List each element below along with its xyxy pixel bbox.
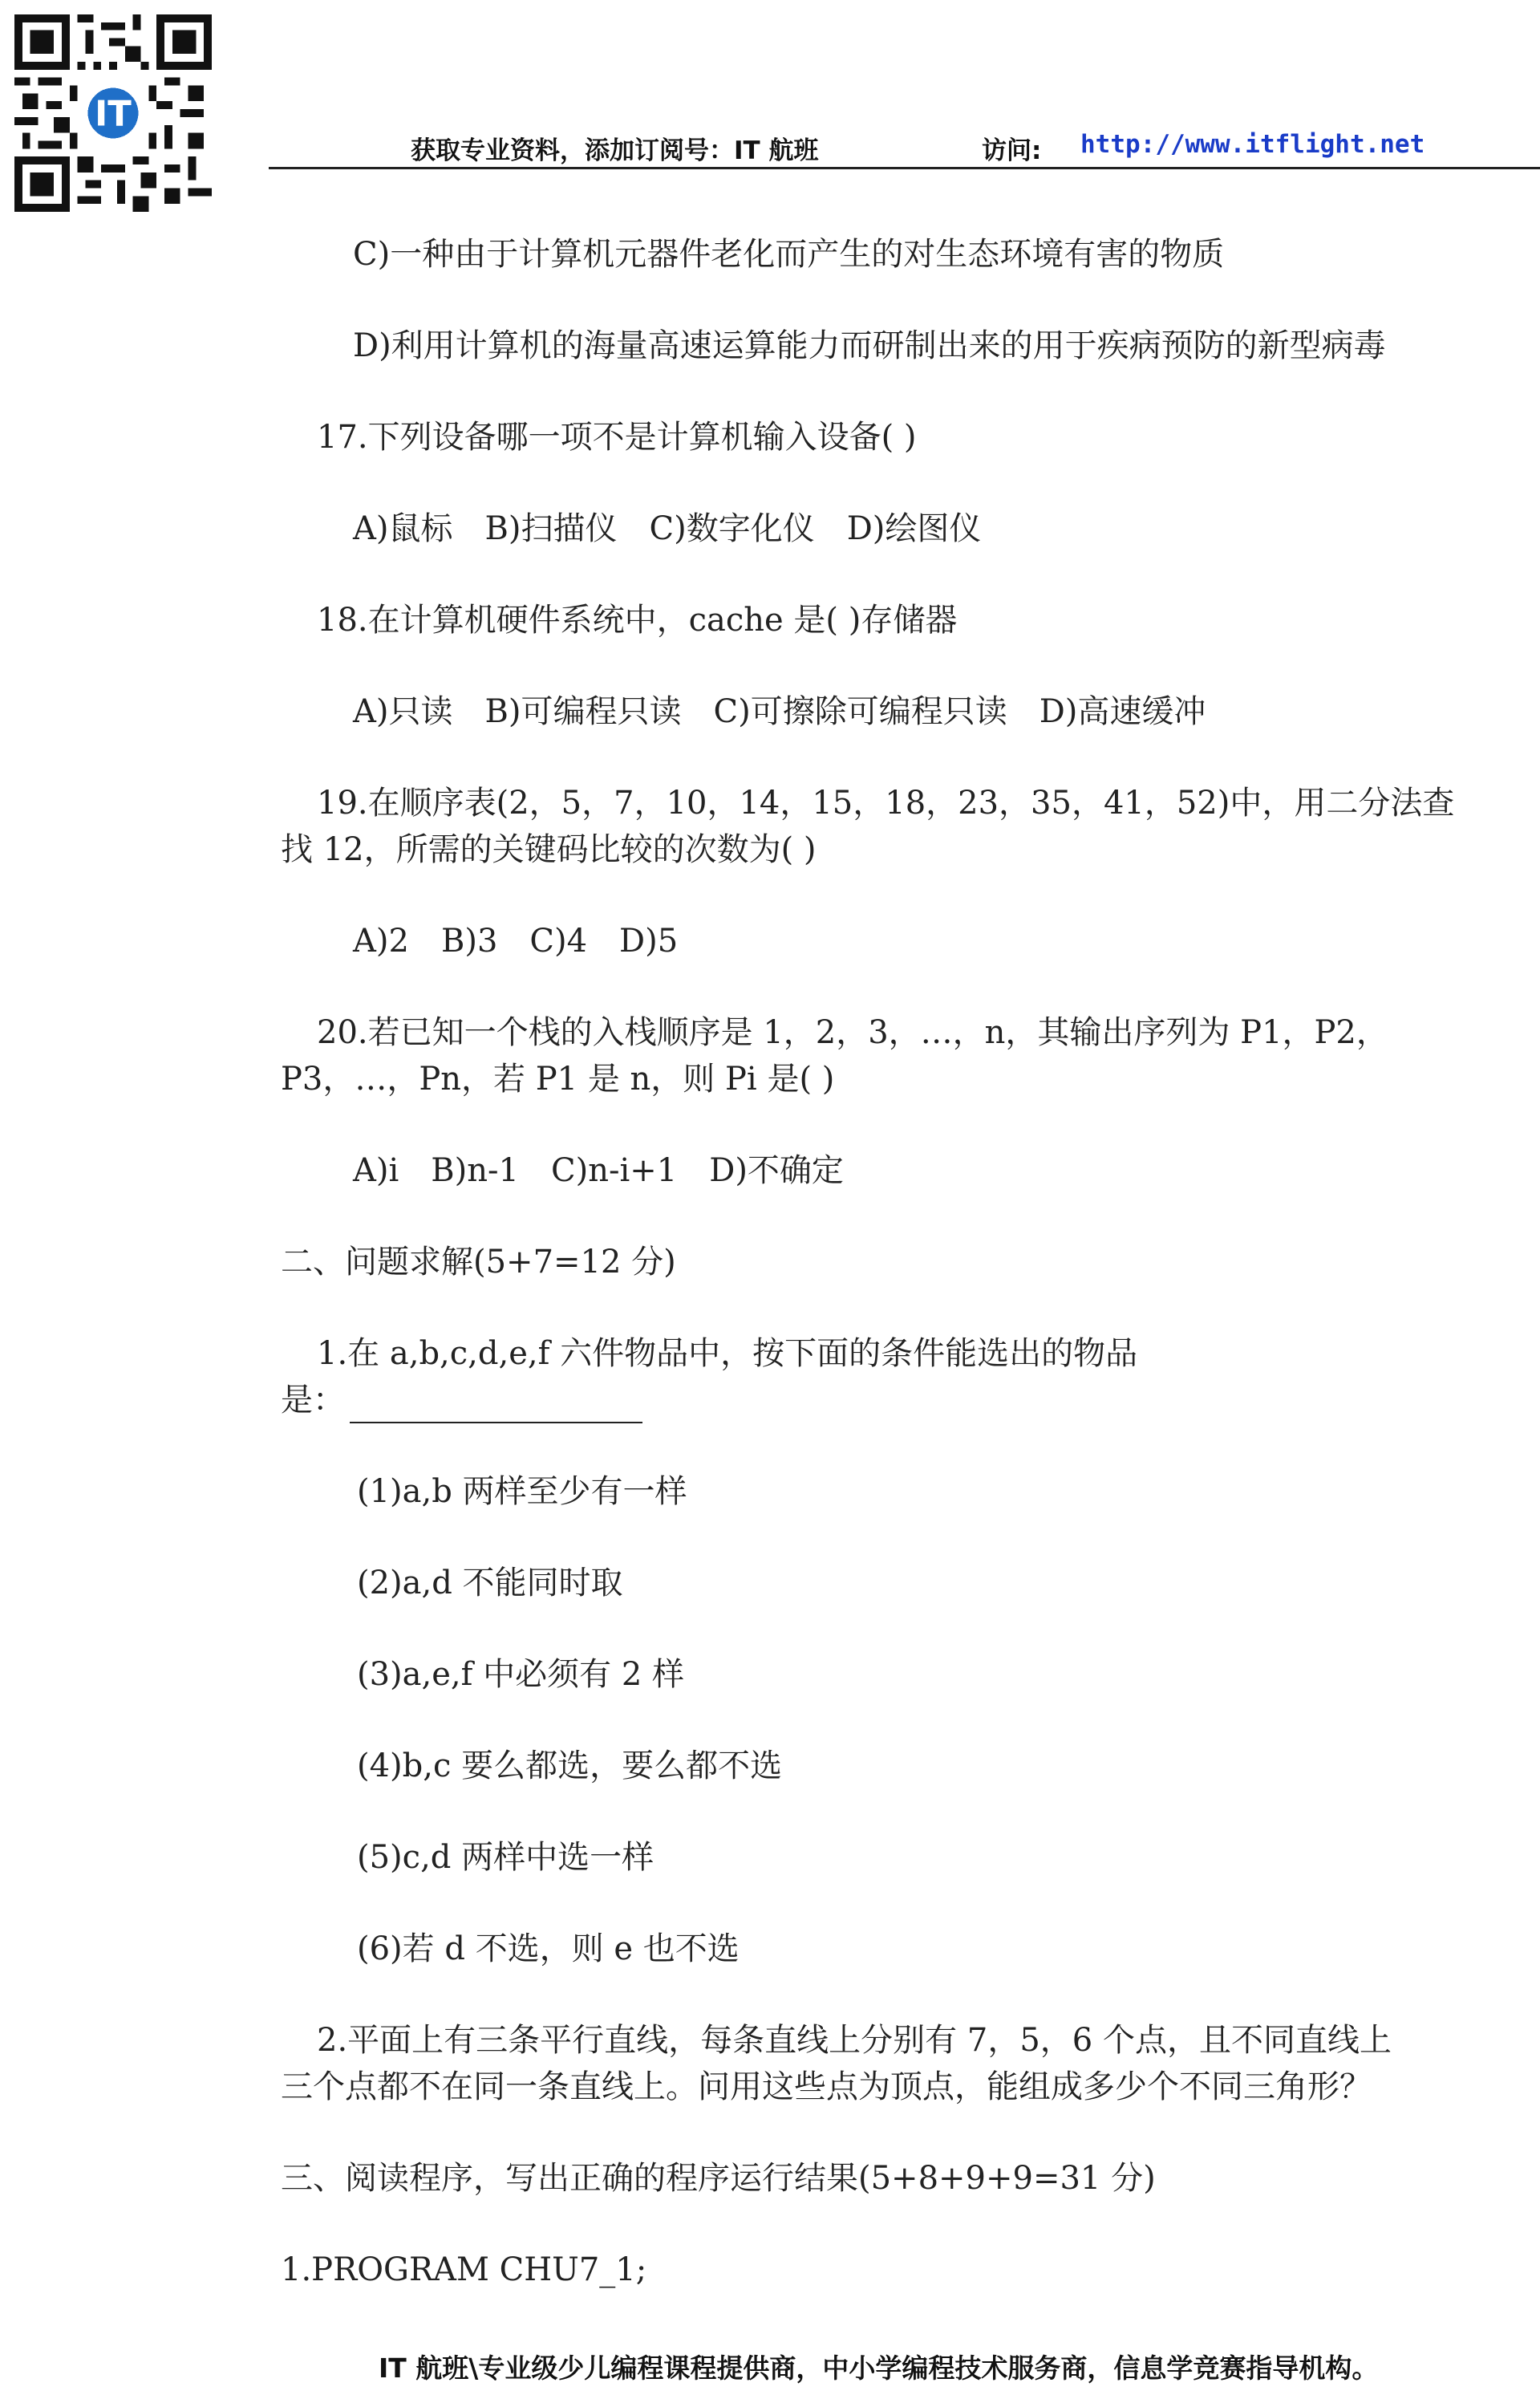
condition-3: (3)a,e,f 中必须有 2 样 bbox=[357, 1656, 685, 1693]
header-url-link[interactable]: http://www.itflight.net bbox=[1080, 130, 1425, 159]
condition-6: (6)若 d 不选，则 e 也不选 bbox=[357, 1930, 740, 1967]
question-19-line2: 找 12，所需的关键码比较的次数为( ) bbox=[281, 831, 817, 868]
options-q17: A)鼠标 B)扫描仪 C)数字化仪 D)绘图仪 bbox=[353, 510, 982, 547]
header-divider bbox=[269, 167, 1540, 169]
question-17: 17.下列设备哪一项不是计算机输入设备( ) bbox=[317, 419, 917, 456]
problem-1-line1: 1.在 a,b,c,d,e,f 六件物品中，按下面的条件能选出的物品 bbox=[317, 1335, 1138, 1372]
problem-1-answer-label: 是： bbox=[281, 1382, 345, 1419]
program-1-title: 1.PROGRAM CHU7_1; bbox=[281, 2251, 647, 2288]
condition-2: (2)a,d 不能同时取 bbox=[357, 1565, 623, 1601]
header-visit-label: 访问: bbox=[982, 136, 1042, 165]
qr-logo-text: IT bbox=[95, 94, 132, 135]
options-q19: A)2 B)3 C)4 D)5 bbox=[353, 923, 679, 960]
condition-4: (4)b,c 要么都选，要么都不选 bbox=[357, 1747, 783, 1784]
options-q20: A)i B)n-1 C)n-i+1 D)不确定 bbox=[353, 1152, 844, 1189]
problem-2-line2: 三个点都不在同一条直线上。问用这些点为顶点，能组成多少个不同三角形？ bbox=[281, 2068, 1372, 2105]
qr-code-icon bbox=[14, 14, 212, 212]
question-20-line1: 20.若已知一个栈的入栈顺序是 1，2，3，…，n，其输出序列为 P1，P2， bbox=[317, 1014, 1388, 1051]
option-d-q16: D)利用计算机的海量高速运算能力而研制出来的用于疾病预防的新型病毒 bbox=[353, 327, 1386, 364]
answer-blank bbox=[350, 1386, 642, 1423]
header-subscribe-text: 获取专业资料，添加订阅号：IT 航班 bbox=[411, 136, 819, 165]
problem-1-line2 bbox=[281, 1377, 642, 1423]
question-18: 18.在计算机硬件系统中，cache 是( )存储器 bbox=[317, 602, 958, 639]
page-header bbox=[411, 130, 1425, 166]
page-footer: IT 航班\专业级少儿编程课程提供商，中小学编程技术服务商，信息学竞赛指导机构。 bbox=[379, 2352, 1379, 2384]
section-3-heading: 三、阅读程序，写出正确的程序运行结果(5+8+9+9=31 分) bbox=[281, 2160, 1156, 2197]
section-2-heading: 二、问题求解(5+7=12 分) bbox=[281, 1244, 676, 1281]
condition-5: (5)c,d 两样中选一样 bbox=[357, 1839, 654, 1876]
problem-2-line1: 2.平面上有三条平行直线，每条直线上分别有 7，5，6 个点，且不同直线上 bbox=[317, 2022, 1392, 2059]
question-19-line1: 19.在顺序表(2，5，7，10，14，15，18，23，35，41，52)中，用二分法查 bbox=[317, 785, 1455, 822]
option-c-q16: C)一种由于计算机元器件老化而产生的对生态环境有害的物质 bbox=[353, 236, 1225, 273]
condition-1: (1)a,b 两样至少有一样 bbox=[357, 1473, 687, 1510]
options-q18: A)只读 B)可编程只读 C)可擦除可编程只读 D)高速缓冲 bbox=[353, 693, 1206, 730]
question-20-line2: P3，…，Pn，若 P1 是 n，则 Pi 是( ) bbox=[281, 1061, 835, 1098]
